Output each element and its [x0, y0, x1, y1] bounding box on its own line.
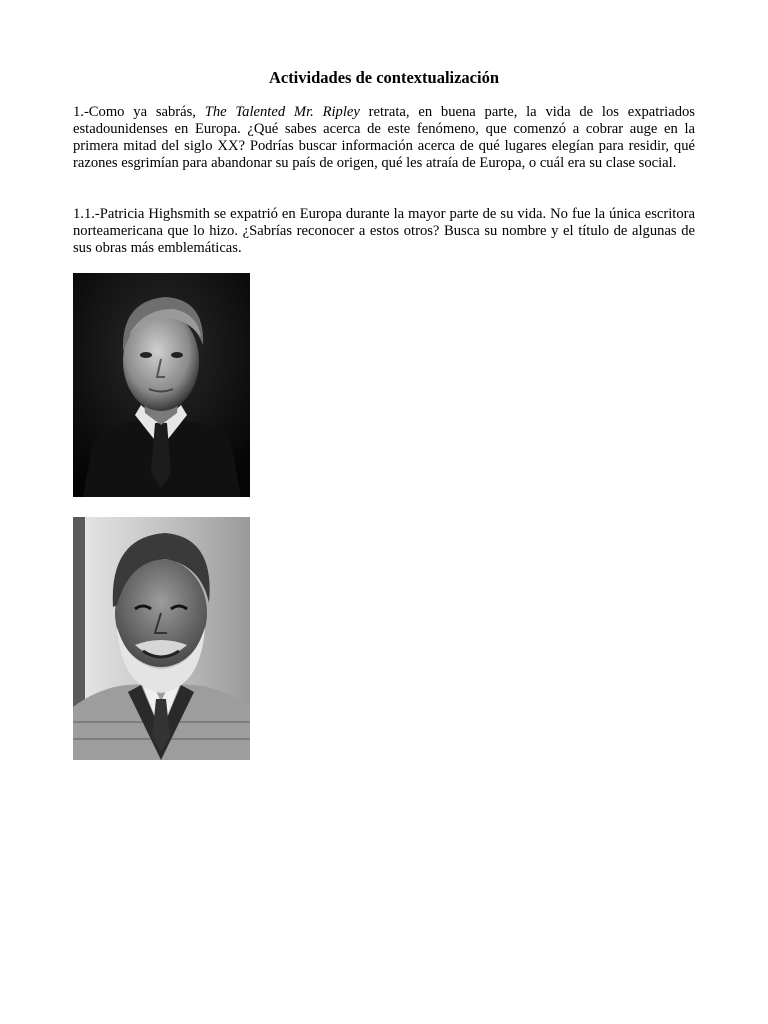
portrait-photo-1 [73, 273, 250, 497]
paragraph-2: 1.1.-Patricia Highsmith se expatrió en Europa durante la mayor parte de su vida. No fue la única escritora norteamericana que lo hizo. ¿Sabrías reconocer a estos otros? Busca su nombre y el título de algunas de sus obras más emblemáticas. [73, 206, 695, 256]
paragraph-1-end: retrata, en buena parte, la vida de los expatriados estadounidenses en Europa. ¿Qué sabes acerca de este fenómeno, que comenzó a cobrar auge en la primera mitad del siglo XX? Podrías buscar información acerca de qué lugares elegían para residir, qué razones esgrimían para abandonar su país de origen, qué les atraía de Europa, o cuál era su clase social. [73, 104, 695, 171]
portrait-photo-2 [73, 517, 250, 760]
paragraph-1-start: 1.-Como ya sabrás, [73, 104, 205, 120]
book-title: The Talented Mr. Ripley [204, 104, 360, 120]
portrait-2-illustration [73, 517, 250, 760]
paragraph-1 [73, 104, 695, 172]
portrait-1-illustration [73, 273, 250, 497]
document-title: Actividades de contextualización [268, 68, 500, 87]
